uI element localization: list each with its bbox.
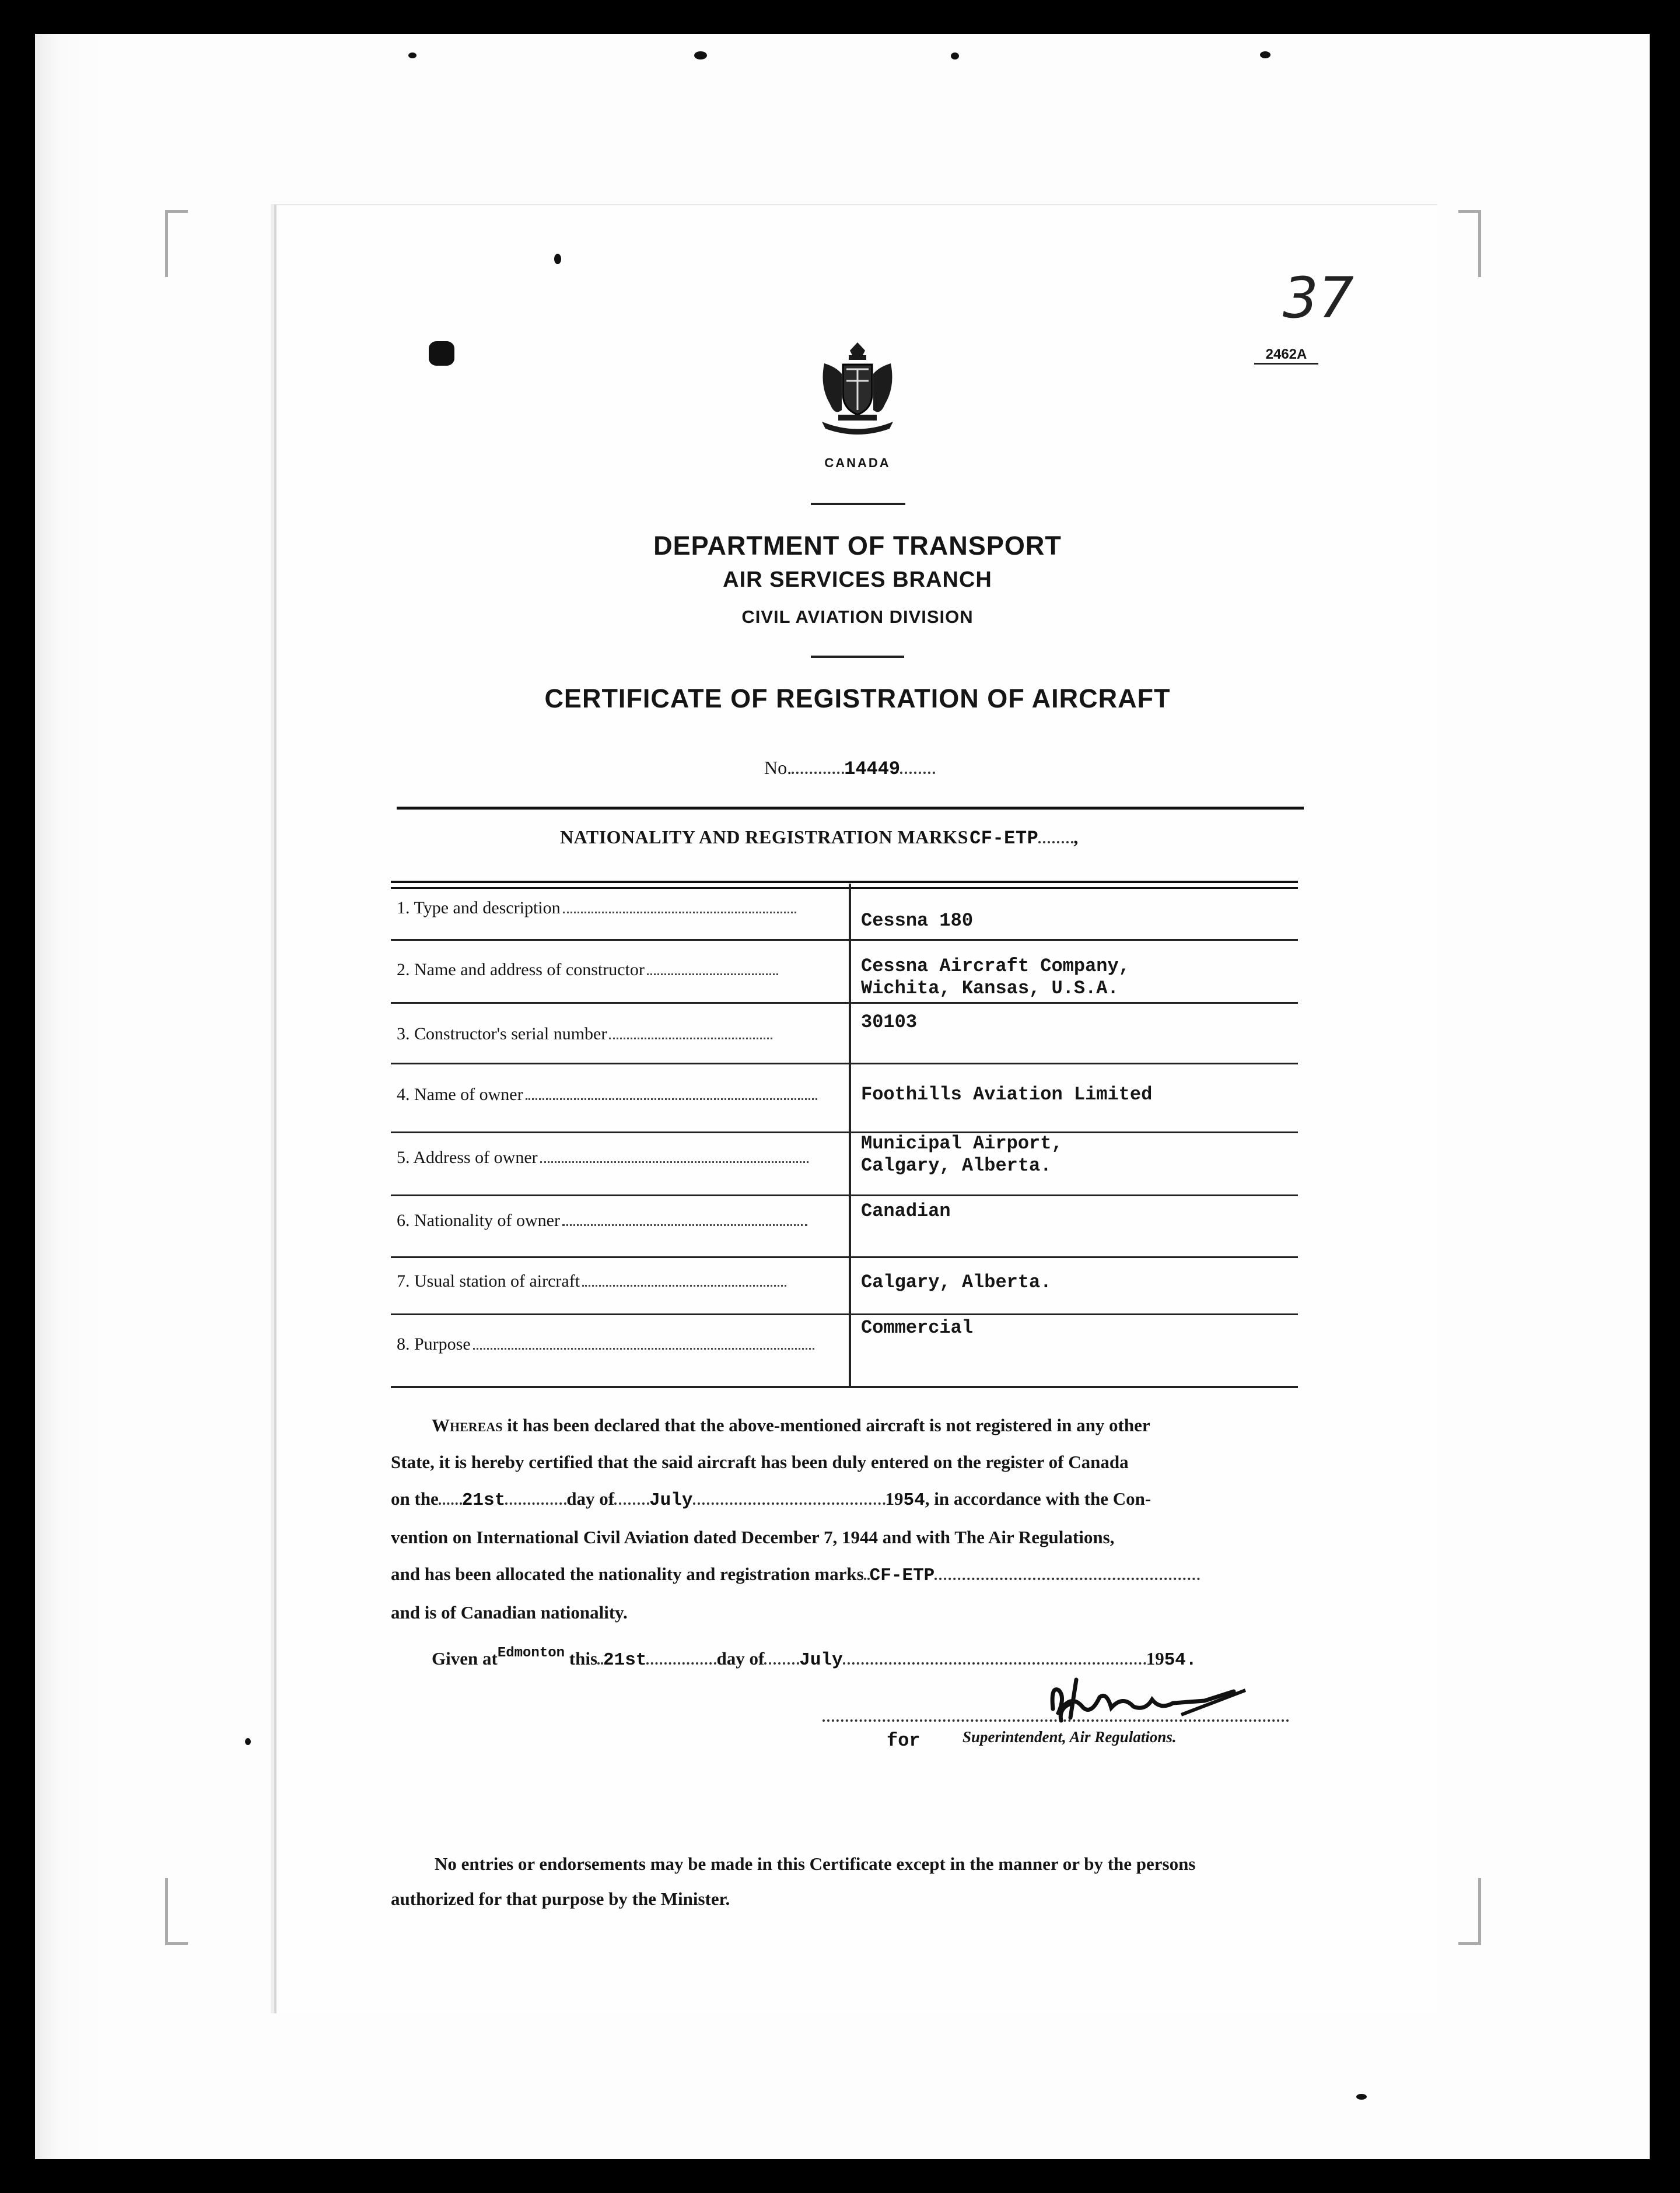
certificate-number-value: 14449	[844, 758, 901, 780]
certificate-number-label: No.	[764, 757, 792, 778]
row-label: 6. Nationality of owner	[397, 1211, 560, 1230]
registered-day: 21st	[461, 1490, 506, 1511]
photo-corner-bottom-left	[165, 1878, 188, 1945]
given-month: July	[799, 1650, 843, 1670]
day-of-label: day of	[716, 1648, 765, 1669]
row-label: 2. Name and address of constructor	[397, 960, 645, 979]
row-value: Canadian	[861, 1200, 951, 1222]
year-prefix: 19	[885, 1488, 904, 1509]
row-value: Calgary, Alberta.	[861, 1271, 1052, 1293]
row-rule	[391, 1386, 1298, 1388]
row-value: Cessna 180	[861, 910, 974, 931]
footer-line: No entries or endorsements may be made in this Certificate except in the manner or by the persons	[435, 1854, 1196, 1874]
paragraph-line: it has been declared that the above-mentioned aircraft is not registered in any other	[507, 1415, 1150, 1435]
row-value: Municipal Airport, Calgary, Alberta.	[861, 1133, 1063, 1176]
row-label: 4. Name of owner	[397, 1085, 523, 1104]
allocated-marks: CF-ETP	[869, 1565, 935, 1586]
row-rule	[391, 1313, 1298, 1315]
row-value: Cessna Aircraft Company, Wichita, Kansas, U.S.A.	[861, 955, 1130, 999]
scan-speck	[429, 341, 454, 366]
row-rule	[391, 1002, 1298, 1004]
divider	[811, 656, 904, 658]
photo-corner-bottom-right	[1458, 1878, 1481, 1945]
division-title: CIVIL AVIATION DIVISION	[741, 607, 974, 627]
row-value: Foothills Aviation Limited	[861, 1084, 1153, 1105]
paragraph-line: , in accordance with the Con-	[925, 1488, 1152, 1509]
divider	[811, 503, 905, 505]
photo-corner-top-left	[165, 210, 188, 277]
row-rule	[391, 939, 1298, 941]
department-title: DEPARTMENT OF TRANSPORT	[653, 531, 1062, 560]
scan-speck	[1356, 2094, 1367, 2100]
this-label: this	[569, 1648, 598, 1669]
year-prefix: 19	[1146, 1648, 1164, 1669]
whereas-word: Whereas	[432, 1415, 503, 1435]
certificate-number-line	[764, 757, 935, 780]
scan-speck	[1260, 51, 1270, 58]
scan-speck	[245, 1738, 251, 1745]
scan-speck	[951, 52, 959, 59]
given-line: Given $at^{Edmonton}$ this 21st day of July 1954.	[432, 1645, 1197, 1670]
form-number: 2462A	[1254, 346, 1318, 365]
given-day: 21st	[603, 1650, 647, 1670]
section-rule	[397, 807, 1304, 810]
photo-corner-top-right	[1458, 210, 1481, 277]
row-rule	[391, 1194, 1298, 1196]
page-number: 37	[1282, 265, 1354, 331]
row-label: 7. Usual station of aircraft	[397, 1271, 580, 1291]
paragraph-line: vention on International Civil Aviation dated December 7, 1944 and with The Air Regulations,	[391, 1527, 1115, 1547]
day-of-label: day of	[566, 1488, 615, 1509]
given-place: Edmonton	[497, 1645, 565, 1661]
row-rule	[391, 1256, 1298, 1258]
on-the-label: on the	[391, 1488, 439, 1509]
paragraph-line: State, it is hereby certified that the said aircraft has been duly entered on the register of Canada	[391, 1452, 1129, 1472]
row-label: 8. Purpose	[397, 1334, 471, 1354]
row-value: 30103	[861, 1011, 918, 1033]
row-rule	[391, 1063, 1298, 1064]
footer-line: authorized for that purpose by the Minister.	[391, 1889, 730, 1909]
scan-speck	[554, 254, 561, 264]
certificate-title: CERTIFICATE OF REGISTRATION OF AIRCRAFT	[544, 684, 1171, 713]
crest-label: CANADA	[824, 456, 891, 470]
paragraph-line: and is of Canadian nationality.	[391, 1602, 628, 1623]
registered-year: 54	[903, 1490, 925, 1511]
row-rule	[391, 1131, 1298, 1133]
row-label: 1. Type and description	[397, 898, 561, 917]
registered-month: July	[649, 1490, 693, 1511]
nationality-marks-value: CF-ETP	[970, 828, 1039, 849]
scan-speck	[408, 52, 416, 58]
given-at-label: Given at	[432, 1648, 498, 1669]
given-year: 54	[1164, 1650, 1186, 1670]
scan-speck	[694, 51, 707, 59]
signatory-title: Superintendent, Air Regulations.	[963, 1728, 1177, 1746]
table-top-rule	[391, 881, 1298, 883]
nationality-marks-label: NATIONALITY AND REGISTRATION MARKS	[560, 826, 969, 847]
certification-paragraph	[391, 1407, 1298, 1631]
footer-note	[391, 1847, 1298, 1917]
paragraph-line: and has been allocated the nationality and registration marks	[391, 1564, 864, 1584]
coat-of-arms-icon	[814, 340, 901, 439]
handwritten-signature	[1035, 1674, 1251, 1732]
table-top-rule	[391, 887, 1298, 889]
nationality-marks-line: NATIONALITY AND REGISTRATION MARKSCF-ETP ,	[560, 826, 1079, 849]
row-label: 3. Constructor's serial number	[397, 1024, 607, 1043]
table-column-divider	[849, 884, 851, 1388]
row-value: Commercial	[861, 1317, 974, 1339]
for-label: for	[887, 1730, 921, 1751]
certificate-sheet	[274, 204, 1437, 2013]
branch-title: AIR SERVICES BRANCH	[723, 567, 992, 592]
row-label: 5. Address of owner	[397, 1148, 538, 1167]
